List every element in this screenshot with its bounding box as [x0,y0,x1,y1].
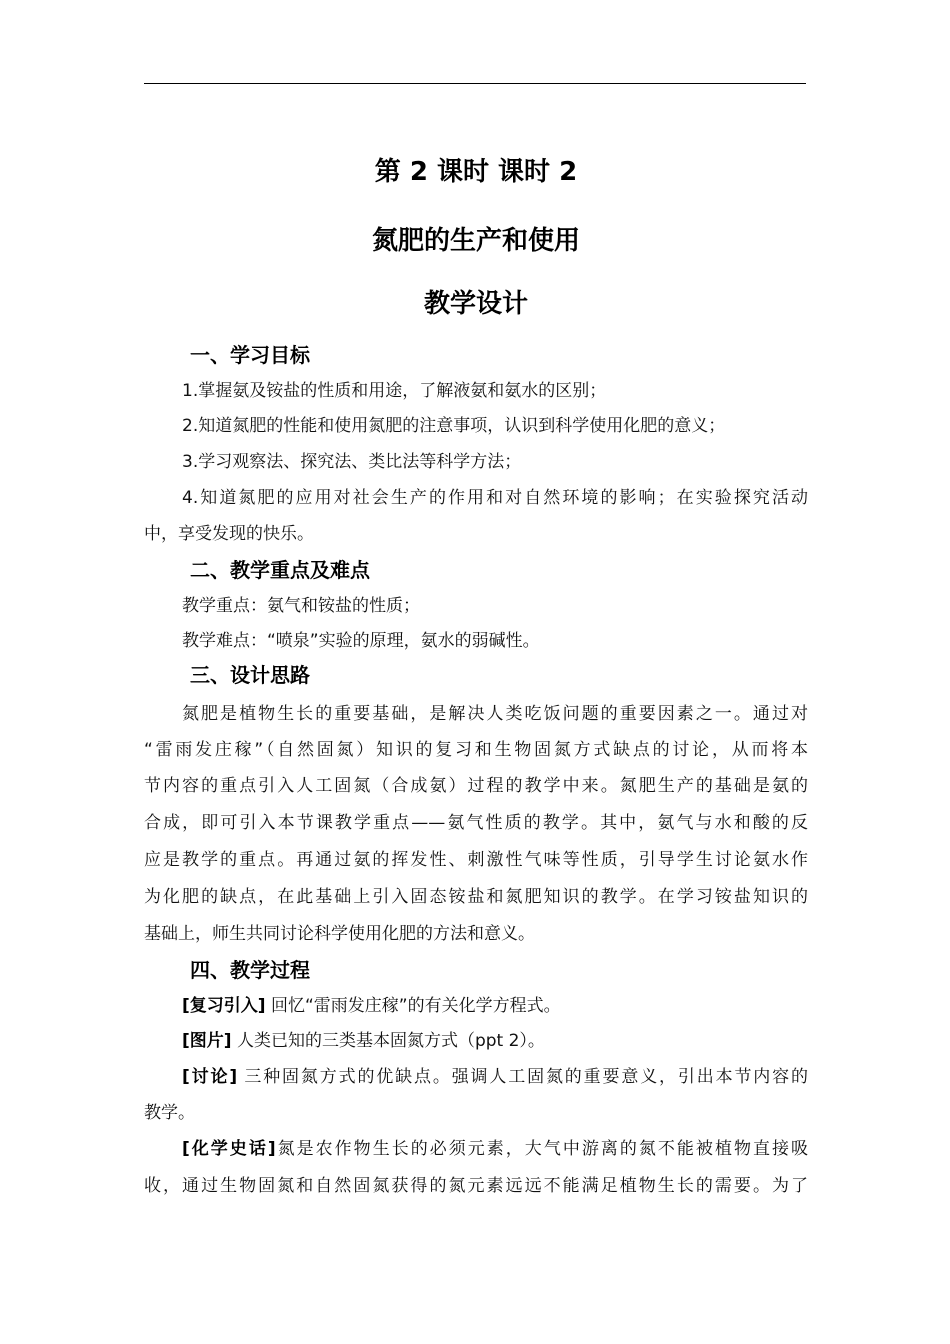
section-heading-design: 三、设计思路 [190,663,310,687]
design-paragraph-line: 氮肥是植物生长的重要基础，是解决人类吃饭问题的重要因素之一。通过对 [182,704,808,724]
history-tag: [化学史话] [182,1139,276,1159]
design-paragraph-line: 应是教学的重点。再通过氨的挥发性、刺激性气味等性质，引导学生讨论氨水作 [144,850,808,870]
review-text: 回忆“雷雨发庄稼”的有关化学方程式。 [265,996,561,1016]
design-title: 教学设计 [423,289,528,319]
section-heading-objectives: 一、学习目标 [190,343,310,367]
objective-item-continuation: 中，享受发现的快乐。 [144,524,314,544]
history-text: 氮是农作物生长的必须元素，大气中游离的氮不能被植物直接吸 [275,1139,808,1159]
lesson-title: 第 2 课时 课时 2 [374,157,578,187]
discussion-continuation: 教学。 [144,1103,195,1123]
review-step [182,994,561,1018]
objective-item: 3.学习观察法、探究法、类比法等科学方法； [182,452,522,472]
discussion-text: 三种固氮方式的优缺点。强调人工固氮的重要意义，引出本节内容的 [237,1067,808,1087]
section-heading-process: 四、教学过程 [190,958,310,982]
design-paragraph-line: 为化肥的缺点，在此基础上引入固态铵盐和氮肥知识的教学。在学习铵盐知识的 [144,887,808,907]
design-paragraph-line: 合成，即可引入本节课教学重点——氨气性质的教学。其中，氨气与水和酸的反 [144,813,808,833]
history-step [182,1137,808,1161]
design-paragraph-line: “雷雨发庄稼”（自然固氮）知识的复习和生物固氮方式缺点的讨论，从而将本 [144,740,808,760]
picture-tag: [图片] [182,1031,232,1051]
discussion-tag: [讨论] [182,1067,238,1087]
objective-item: 2.知道氮肥的性能和使用氮肥的注意事项，认识到科学使用化肥的意义； [182,416,726,436]
history-continuation: 收，通过生物固氮和自然固氮获得的氮元素远远不能满足植物生长的需要。为了 [144,1176,808,1196]
header-rule [144,83,806,84]
discussion-step [182,1065,808,1089]
section-heading-key-points: 二、教学重点及难点 [190,558,370,582]
topic-title: 氮肥的生产和使用 [371,226,580,256]
objective-item: 4.知道氮肥的应用对社会生产的作用和对自然环境的影响；在实验探究活动 [182,488,808,508]
review-tag: [复习引入] [182,996,266,1016]
objective-item: 1.掌握氨及铵盐的性质和用途，了解液氨和氨水的区别； [182,381,607,401]
design-paragraph-line: 基础上，师生共同讨论科学使用化肥的方法和意义。 [144,924,535,944]
difficulty-text: 教学难点：“喷泉”实验的原理，氨水的弱碱性。 [182,631,540,651]
design-paragraph-line: 节内容的重点引入人工固氮（合成氨）过程的教学中来。氮肥生产的基础是氨的 [144,776,808,796]
key-point-text: 教学重点：氨气和铵盐的性质； [182,596,420,616]
picture-step [182,1029,545,1053]
picture-text: 人类已知的三类基本固氮方式（ppt 2）。 [231,1031,545,1051]
